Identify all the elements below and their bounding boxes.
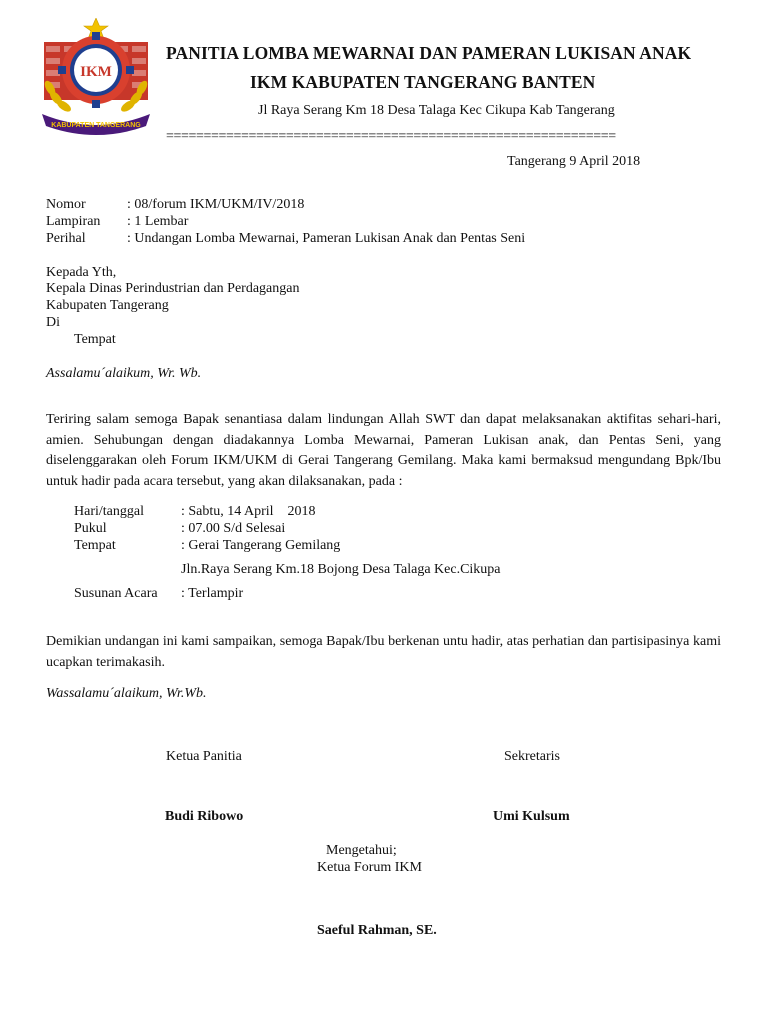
acknowledge-label: Mengetahui; bbox=[326, 843, 397, 858]
event-address: Jln.Raya Serang Km.18 Bojong Desa Talaga Kec.Cikupa bbox=[181, 562, 501, 577]
left-signer-title: Ketua Panitia bbox=[166, 749, 242, 764]
perihal-label: Perihal bbox=[46, 231, 86, 246]
letterhead-title-2: IKM KABUPATEN TANGERANG BANTEN bbox=[250, 72, 596, 92]
nomor-label: Nomor bbox=[46, 197, 86, 212]
letterhead-address: Jl Raya Serang Km 18 Desa Talaga Kec Cikupa Kab Tangerang bbox=[258, 103, 615, 118]
susunan-value: : Terlampir bbox=[181, 586, 244, 601]
logo-text: IKM bbox=[80, 64, 112, 80]
pukul-value: : 07.00 S/d Selesai bbox=[181, 521, 286, 536]
recipient-line-3: Kabupaten Tangerang bbox=[46, 298, 169, 313]
recipient-line-4: Di bbox=[46, 315, 60, 330]
tempat-value: : Gerai Tangerang Gemilang bbox=[181, 538, 341, 553]
lampiran-label: Lampiran bbox=[46, 214, 101, 229]
hari-label: Hari/tanggal bbox=[74, 504, 144, 519]
greeting: Assalamu´alaikum, Wr. Wb. bbox=[46, 366, 202, 381]
body-paragraph-2: Demikian undangan ini kami sampaikan, semoga Bapak/Ibu berkenan untu hadir, atas perhatian dan partisipasinya kami ucapkan terimakasih. bbox=[46, 634, 721, 670]
acknowledge-name: Saeful Rahman, SE. bbox=[317, 923, 437, 938]
letterhead-rule: ============================================================ bbox=[166, 129, 616, 144]
recipient-line-5: Tempat bbox=[74, 332, 116, 347]
lampiran-value: : 1 Lembar bbox=[127, 214, 189, 229]
letterhead-title-1: PANITIA LOMBA MEWARNAI DAN PAMERAN LUKISAN ANAK bbox=[166, 43, 692, 63]
nomor-value: : 08/forum IKM/UKM/IV/2018 bbox=[127, 197, 305, 212]
recipient-line-2: Kepala Dinas Perindustrian dan Perdagangan bbox=[46, 281, 300, 296]
logo-banner: KABUPATEN TANGERANG bbox=[51, 122, 141, 129]
acknowledge-title: Ketua Forum IKM bbox=[317, 860, 422, 875]
letter-date: Tangerang 9 April 2018 bbox=[507, 154, 641, 169]
susunan-label: Susunan Acara bbox=[74, 586, 158, 601]
perihal-value: : Undangan Lomba Mewarnai, Pameran Lukisan Anak dan Pentas Seni bbox=[127, 231, 526, 246]
right-signer-title: Sekretaris bbox=[504, 749, 560, 764]
recipient-line-1: Kepada Yth, bbox=[46, 265, 117, 280]
left-signer-name: Budi Ribowo bbox=[165, 809, 244, 824]
closing: Wassalamu´alaikum, Wr.Wb. bbox=[46, 686, 207, 701]
ikm-logo bbox=[36, 18, 156, 136]
pukul-label: Pukul bbox=[74, 521, 107, 536]
body-paragraph-1: Teriring salam semoga Bapak senantiasa dalam lindungan Allah SWT dan dapat melaksanakan aktifitas sehari-hari, amien. Sehubungan dengan diadakannya Lomba Mewarnai, Pameran Lukisan anak, dan Pentas Seni, yang diselenggarakan oleh Forum IKM/UKM di Gerai Tangerang Gemilang. Maka kami bermaksud mengundang Bpk/Ibu untuk hadir pada acara tersebut, yang akan dilaksanakan, pada : bbox=[46, 412, 721, 489]
right-signer-name: Umi Kulsum bbox=[493, 809, 570, 824]
hari-value: : Sabtu, 14 April 2018 bbox=[181, 504, 316, 519]
tempat-label: Tempat bbox=[74, 538, 116, 553]
